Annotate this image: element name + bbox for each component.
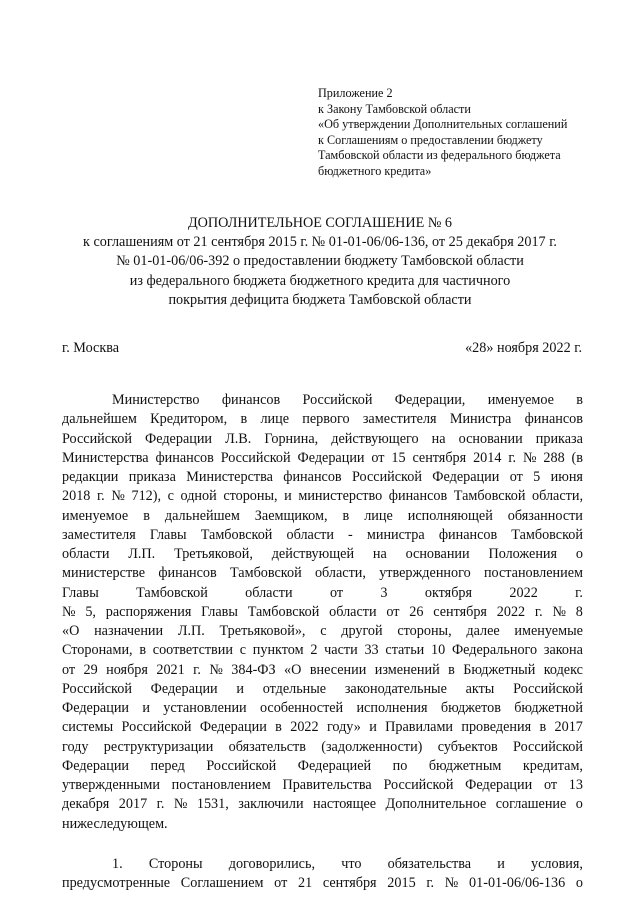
appendix-note <box>318 86 608 180</box>
word: июня <box>550 469 583 485</box>
word: бюджетным <box>428 757 502 774</box>
text-line <box>62 430 583 449</box>
word: Федерации, <box>394 392 466 408</box>
word: с <box>167 488 174 505</box>
word: 1531, <box>196 796 229 813</box>
word: действующего <box>331 430 419 447</box>
text-line <box>62 776 583 795</box>
word: Министерство <box>112 392 200 408</box>
word: другой <box>341 623 383 639</box>
text-line <box>62 738 583 757</box>
word: реструктуризации <box>103 738 214 755</box>
document-title <box>40 214 600 310</box>
word: и <box>369 719 377 736</box>
word: Федерации <box>432 469 500 485</box>
word: Заемщиком, <box>254 507 328 524</box>
word: Правительства <box>282 777 372 793</box>
word: приказа <box>535 430 583 447</box>
word: 2021 <box>156 661 185 678</box>
appendix-line: к Соглашениям о предоставлении бюджету <box>318 132 543 147</box>
word: г. <box>193 661 201 678</box>
word: финансов <box>155 449 214 466</box>
word: на <box>372 546 387 562</box>
word: от <box>274 875 288 891</box>
title-line: № 01-01-06/06-392 о предоставлении бюджету Тамбовской области <box>116 253 524 270</box>
word: в <box>448 661 455 678</box>
word: бюджетов <box>440 700 501 716</box>
word: области <box>62 546 110 562</box>
word: сентября <box>412 449 467 466</box>
word: приказа <box>128 469 176 485</box>
word: в <box>539 719 547 736</box>
title-heading: ДОПОЛНИТЕЛЬНОЕ СОГЛАШЕНИЕ № 6 <box>187 215 452 231</box>
word: в <box>139 642 147 659</box>
word: Федерации <box>150 680 218 697</box>
word: 2 <box>310 642 318 659</box>
word: соответствии <box>152 642 233 659</box>
word: законодательные <box>344 680 447 697</box>
paragraph-1-last-line: нижеследующем. <box>62 815 168 832</box>
title-line: к соглашениям от 21 сентября 2015 г. № 01-01-06/06-136, от 25 декабря 2017 г. <box>83 234 557 251</box>
word: первого <box>302 411 350 428</box>
word: и <box>142 700 150 716</box>
word: Бюджетный <box>463 661 536 678</box>
word: Тамбовской <box>511 526 583 543</box>
date: «28» ноября 2022 г. <box>465 340 582 356</box>
word: от <box>329 584 344 601</box>
word: настоящее <box>313 796 377 813</box>
word: Российской <box>513 738 583 755</box>
word: в <box>342 507 350 524</box>
word: № <box>62 603 76 620</box>
word: 8 <box>575 603 583 620</box>
word: - <box>348 526 353 543</box>
word: именуемое <box>62 507 129 524</box>
text-line <box>62 584 583 603</box>
word: утвержденными <box>62 777 160 793</box>
word: о <box>575 796 583 813</box>
word: Федерации <box>297 449 365 466</box>
appendix-line: Приложение 2 <box>318 86 393 100</box>
word: г. <box>534 603 543 620</box>
word: области <box>286 526 334 543</box>
word: от <box>371 449 385 466</box>
appendix-line: к Закону Тамбовской области <box>318 101 471 116</box>
word: Соглашением <box>180 875 264 891</box>
word: Тамбовской <box>453 488 526 505</box>
word: ноября <box>106 661 148 678</box>
word: области, <box>314 565 366 582</box>
paragraph-2-first-line <box>62 855 583 874</box>
word: постановлением <box>171 777 271 793</box>
text-line <box>62 487 583 506</box>
word: и <box>236 680 244 697</box>
word: 2014 <box>473 449 502 466</box>
word: постановлением <box>483 565 583 582</box>
word: внесении <box>309 661 367 678</box>
word: 2017 <box>118 796 148 813</box>
word: обязательств <box>228 738 306 755</box>
word: № <box>522 449 537 466</box>
title-line: покрытия дефицита бюджета Тамбовской области <box>168 291 472 308</box>
word: г. <box>156 796 165 813</box>
word: условия, <box>531 855 583 872</box>
word: области <box>329 603 377 620</box>
place-date-row <box>62 340 582 357</box>
word: Министерства <box>62 449 149 466</box>
word: сентября <box>322 875 377 891</box>
word: Министерства <box>186 469 273 485</box>
word: 01-01-06/06-136 <box>469 875 566 891</box>
word: кодекс <box>543 661 583 678</box>
word: о <box>575 875 583 891</box>
text-line <box>62 410 583 429</box>
word: акты <box>465 680 495 697</box>
word: Горнина, <box>264 430 319 447</box>
word: финансов <box>283 469 342 485</box>
text-line <box>62 680 583 699</box>
word: Российской <box>302 392 373 408</box>
word: заключили <box>238 796 304 813</box>
word: Сторонами, <box>62 642 133 659</box>
word: «О <box>62 623 80 639</box>
word: что <box>341 855 362 872</box>
word: 1. <box>112 855 123 872</box>
word: назначении <box>94 623 164 639</box>
word: Федерации <box>145 430 213 447</box>
text-line <box>62 545 583 564</box>
word: с <box>239 642 247 659</box>
word: части <box>324 642 358 659</box>
word: проведения <box>461 719 532 736</box>
word: 15 <box>391 449 406 466</box>
word: обязанности <box>507 507 583 524</box>
word: дальнейшем <box>164 507 240 524</box>
word: Российской <box>513 680 583 697</box>
paragraph-1-lines <box>62 410 583 814</box>
word: обязательства <box>387 855 472 872</box>
word: 2022 <box>290 719 319 736</box>
word: в <box>576 392 583 408</box>
word: сентября <box>433 603 487 620</box>
paragraph-gap <box>62 834 583 855</box>
word: Правилами <box>385 719 454 736</box>
word: одной <box>180 488 217 505</box>
word: министра <box>366 526 425 543</box>
word: именуемые <box>514 623 583 639</box>
word: 2022 <box>509 584 538 601</box>
word: Федерации <box>465 777 533 793</box>
word: 288 <box>543 449 565 466</box>
word: Федерации <box>199 719 267 736</box>
text-line <box>62 564 583 583</box>
word: лице <box>364 507 393 524</box>
word: 2017 <box>554 719 583 736</box>
place: г. Москва <box>62 340 120 356</box>
word: году <box>62 738 89 755</box>
word: 5 <box>533 469 541 485</box>
word: области <box>245 584 293 601</box>
paragraph-1-first-line <box>62 391 583 410</box>
word: 3 <box>380 584 388 601</box>
word: Федерации <box>62 757 130 774</box>
word: изменений <box>374 661 440 678</box>
word: министерстве <box>62 565 146 582</box>
word: в <box>240 411 248 428</box>
text-line <box>62 641 583 660</box>
word: г. <box>508 449 517 466</box>
word: 33 <box>364 642 379 659</box>
word: финансов <box>388 488 448 505</box>
word: Стороны <box>148 855 203 872</box>
word: 26 <box>409 603 424 620</box>
word: Тамбовской <box>136 584 208 601</box>
word: № <box>173 796 188 813</box>
word: Л.П. <box>128 546 156 562</box>
agreement-body <box>62 391 583 893</box>
word: действующей <box>271 546 355 562</box>
word: лице <box>260 411 290 428</box>
word: Тамбовской <box>200 526 273 543</box>
word: перед <box>150 757 185 774</box>
word: основании <box>458 430 523 447</box>
word: Тамбовской <box>229 565 302 582</box>
word: 21 <box>297 875 313 891</box>
word: Л.П. <box>177 623 205 639</box>
word: от <box>509 469 523 485</box>
word: Российской <box>383 777 454 793</box>
paragraph-2-lines <box>62 874 583 893</box>
text-line <box>62 526 583 545</box>
word: № <box>552 603 566 620</box>
text-line <box>62 449 583 468</box>
word: утвержденного <box>379 565 471 582</box>
word: 10 <box>431 642 446 659</box>
text-line <box>62 661 583 680</box>
word: Федерации <box>62 700 130 716</box>
word: предусмотренные <box>62 875 171 891</box>
word: в <box>275 719 282 736</box>
word: 384-ФЗ <box>231 661 276 678</box>
word: кредитам, <box>522 757 583 774</box>
appendix-line: «Об утверждении Дополнительных соглашений <box>318 117 568 132</box>
word: финансов <box>438 526 498 543</box>
word: пунктом <box>252 642 304 659</box>
word: финансов <box>524 411 583 428</box>
word: бюджетной <box>514 700 583 716</box>
word: (задолженности) <box>321 738 423 755</box>
word: г. <box>575 584 583 601</box>
word: № <box>111 488 125 505</box>
word: 5, <box>85 603 96 620</box>
word: Положения <box>488 546 558 562</box>
word: с <box>320 623 327 639</box>
word: и <box>284 488 292 505</box>
word: редакции <box>62 469 119 485</box>
word: 712), <box>131 488 162 505</box>
word: Российской <box>62 680 132 697</box>
word: г. <box>426 875 435 891</box>
word: финансов <box>221 392 281 408</box>
word: заместителя <box>362 411 437 428</box>
word: субъектов <box>437 738 498 755</box>
word: основании <box>405 546 470 562</box>
word: Л.В. <box>225 430 252 447</box>
word: и <box>497 855 505 872</box>
word: закона <box>543 642 583 659</box>
word: исполнения <box>356 700 428 716</box>
word: именуемое <box>487 392 554 408</box>
word: г. <box>96 488 105 505</box>
word: финансов <box>158 565 217 582</box>
word: Российской <box>206 757 277 774</box>
word: Тамбовской <box>247 603 320 620</box>
word: стороны, <box>223 488 278 505</box>
text-line <box>62 795 583 814</box>
word: в <box>143 507 150 524</box>
word: Российской <box>220 449 291 466</box>
text-line <box>62 468 583 487</box>
word: (в <box>571 449 583 466</box>
word: 13 <box>568 777 583 793</box>
word: от <box>543 777 558 793</box>
word: особенностей <box>259 700 344 716</box>
word: от <box>386 603 400 620</box>
word: Кредитором, <box>150 411 228 428</box>
word: Дополнительное <box>385 796 487 813</box>
word: отдельные <box>262 680 327 697</box>
word: Российской <box>352 469 422 485</box>
word: № <box>444 875 459 891</box>
word: статьи <box>385 642 425 659</box>
text-line <box>62 507 583 526</box>
title-line: из федерального бюджета бюджетного кредита для частичного <box>129 272 511 289</box>
word: Федерацией <box>297 757 372 774</box>
text-line <box>62 874 583 893</box>
word: системы <box>62 719 114 736</box>
text-line <box>62 757 583 776</box>
word: № <box>209 661 223 678</box>
word: стороны, <box>397 623 452 639</box>
text-line <box>62 603 583 622</box>
text-line <box>62 718 583 737</box>
word: соглашение <box>495 796 567 813</box>
word: Главы <box>201 603 238 620</box>
word: Третьяковой, <box>174 546 253 562</box>
appendix-line: бюджетного кредита» <box>318 163 432 178</box>
word: 2015 <box>387 875 416 891</box>
word: о <box>575 546 583 562</box>
word: 2018 <box>62 488 91 505</box>
word: Российской <box>62 430 132 447</box>
text-line <box>62 622 583 641</box>
word: Российской <box>121 719 192 736</box>
word: области, <box>532 488 583 505</box>
word: заместителя <box>62 526 136 543</box>
word: 29 <box>83 661 98 678</box>
word: далее <box>466 623 500 639</box>
word: по <box>392 757 408 774</box>
word: дальнейшем <box>62 411 137 428</box>
word: министерство <box>298 488 383 505</box>
word: Федерального <box>451 642 538 659</box>
word: на <box>431 430 446 447</box>
word: 2022 <box>496 603 526 620</box>
word: исполняющей <box>407 507 493 524</box>
appendix-line: Тамбовской области из федерального бюджета <box>318 148 561 163</box>
word: «О <box>284 661 302 678</box>
word: октября <box>424 584 473 601</box>
word: от <box>62 661 76 678</box>
word: Главы <box>149 526 187 543</box>
word: Министра <box>449 411 512 428</box>
word: установлении <box>163 700 247 716</box>
text-line <box>62 699 583 718</box>
word: декабря <box>62 796 110 813</box>
word: договорились, <box>228 855 315 872</box>
word: распоряжения <box>105 603 192 620</box>
word: Третьяковой», <box>219 623 306 639</box>
word: году» <box>326 719 361 736</box>
word: Главы <box>62 584 99 601</box>
